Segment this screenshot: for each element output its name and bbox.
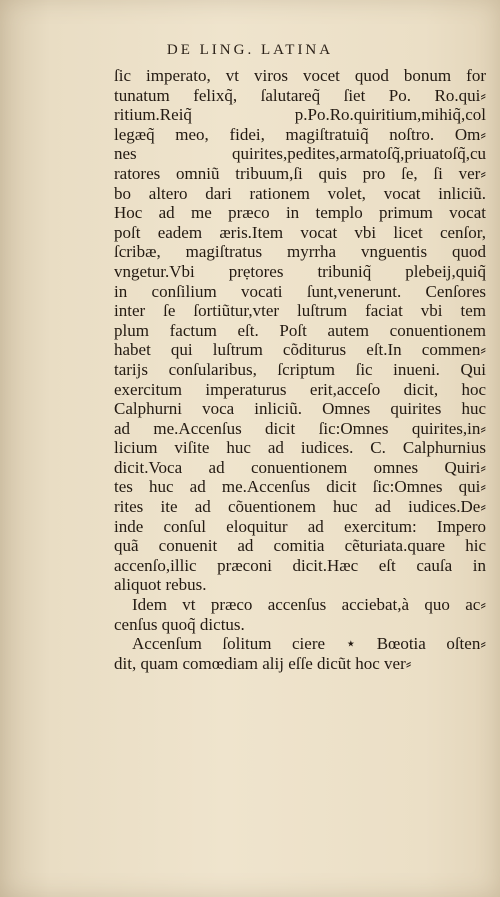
paragraph (114, 66, 486, 595)
text-line: vngetur.Vbi prẹtores tribuniq̃ plebeij,quiq̃ (114, 261, 486, 281)
text-line: dit, quam comœdiam alij eſſe dicũt hoc ver⸗ (114, 653, 412, 673)
paragraph (114, 634, 486, 673)
text-line: accenſo,illic præconi dicit.Hæc eſt cauſa in (114, 555, 486, 575)
text-line: nes quirites,pedites,armatoſq̃,priuatoſq̃,cu (114, 144, 486, 164)
text-line: cenſus quoq̃ dictus. (114, 614, 245, 634)
text-line: Calphurni voca inliciũ. Omnes quirites huc (114, 399, 486, 419)
text-line: tes huc ad me.Accenſus dicit ſic:Omnes qui⸗ (114, 477, 486, 497)
text-line: inde conſul eloquitur ad exercitum: Impero (114, 516, 486, 536)
text-line: quã conuenit ad comitia cẽturiata.quare hic (114, 536, 486, 556)
text-line: rites ite ad cõuentionem huc ad iudices.De⸗ (114, 497, 486, 517)
text-line: licium viſite huc ad iudices. C. Calphurnius (114, 438, 486, 458)
text-line: Hoc ad me præco in templo primum vocat (114, 203, 486, 223)
text-line: bo altero dari rationem volet, vocat inliciũ. (114, 183, 486, 203)
text-line: ſic imperato, vt viros vocet quod bonum for (114, 66, 486, 85)
running-head: DE LING. LATINA (166, 42, 334, 58)
text-line: plum factum eſt. Poſt autem conuentionem (114, 320, 486, 340)
text-line: exercitum imperaturus erit,acceſo dicit, hoc (114, 379, 486, 399)
text-line: ad me.Accenſus dicit ſic:Omnes quirites,in⸗ (114, 418, 486, 438)
text-line: inter ſe ſortiũtur,vter luſtrum faciat vbi tem (114, 301, 486, 321)
text-line: ritium.Reiq̃ p.Po.Ro.quiritium,mihiq̃,col (114, 105, 486, 125)
text-line: legæq̃ meo, fidei, magiſtratuiq̃ noſtro. Om⸗ (114, 124, 486, 144)
text-line: ratores omniũ tribuum,ſi quis pro ſe, ſi ver⸗ (114, 163, 486, 183)
text-line: Idem vt præco accenſus acciebat,à quo ac⸗ (132, 595, 486, 615)
text-line: ſcribæ, magiſtratus myrrha vnguentis quod (114, 242, 486, 262)
text-line: dicit.Voca ad conuentionem omnes Quiri⸗ (114, 457, 486, 477)
text-line: habet qui luſtrum cõditurus eſt.In commen⸗ (114, 340, 486, 360)
text-line: tunatum felixq̃, ſalutareq̃ ſiet Po. Ro.qui⸗ (114, 85, 486, 105)
text-line: poſt eadem æris.Item vocat vbi licet cenſor, (114, 222, 486, 242)
body-text (114, 66, 486, 673)
text-line: in conſilium vocati ſunt,venerunt. Cenſores (114, 281, 486, 301)
paragraph (114, 595, 486, 634)
text-line: Accenſum ſolitum ciere ⋆ Bœotia oſten⸗ (132, 634, 486, 654)
text-line: aliquot rebus. (114, 575, 207, 595)
text-line: tarijs conſularibus, ſcriptum ſic inueni. Qui (114, 359, 486, 379)
